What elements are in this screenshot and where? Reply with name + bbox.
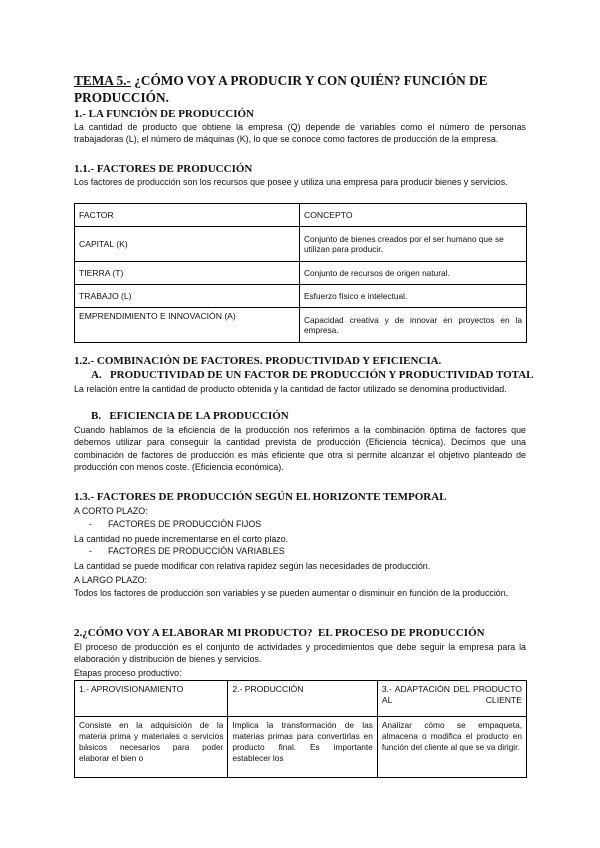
concept-cell (300, 285, 527, 308)
table-header-row (75, 204, 527, 227)
stage-cell-production (228, 717, 378, 778)
concept-text: Conjunto de recursos de origen natural. (304, 267, 450, 278)
stage-header-adaptation: 3.- ADAPTACIÓN DEL PRODUCTO AL CLIENTE (377, 681, 526, 717)
header-factor: FACTOR (75, 204, 300, 227)
concept-cell (300, 308, 527, 343)
page-title (74, 72, 534, 106)
section-1-paragraph: La cantidad de producto que obtiene la empresa (Q) depende de variables como el número de personas trabajadoras (L), el número de máquinas (K), lo que se conoce como factores de producción de la empresa. (74, 122, 526, 145)
subsection-a-paragraph: La relación entre la cantidad de producto obtenida y la cantidad de factor utilizado se denomina productividad. (74, 384, 507, 394)
stage-text-production: Implica la transformación de las materias primas para convertirlas en producto final. Es importante establecer los (232, 720, 373, 763)
long-term-label: A LARGO PLAZO: (74, 575, 147, 585)
short-term-label: A CORTO PLAZO: (74, 506, 148, 516)
section-2-paragraph: El proceso de producción es el conjunto de actividades y procedimientos que debe seguir la empresa para la elaboración y distribución de bienes y servicios. (74, 642, 526, 665)
stage-text-adaptation: Analizar cómo se empaqueta, almacena o modifica el producto en función del cliente al que se va dirigir. (381, 720, 522, 752)
cell-content (79, 720, 223, 768)
table-row (75, 227, 527, 262)
subsection-a-heading: A. PRODUCTIVIDAD DE UN FACTOR DE PRODUCCIÓN Y PRODUCTIVIDAD TOTAL (91, 369, 534, 381)
long-term-paragraph: Todos los factores de producción son variables y se pueden aumentar o disminuir en función de la producción. (74, 588, 509, 598)
concept-text: Esfuerzo físico e intelectual. (304, 290, 408, 301)
subsection-b-heading: B. EFICIENCIA DE LA PRODUCCIÓN (91, 410, 289, 422)
section-1-2-heading: 1.2.- COMBINACIÓN DE FACTORES. PRODUCTIVIDAD Y EFICIENCIA. (74, 355, 442, 367)
concept-cell (300, 262, 527, 285)
stage-text-supply: Consiste en la adquisición de la materia prima y materiales o servicios básicos necesarios para poder elaborar el bien o (79, 720, 224, 763)
header-concept: CONCEPTO (300, 204, 527, 227)
variable-factors-item: FACTORES DE PRODUCCIÓN VARIABLES (108, 546, 285, 556)
stages-header-row (75, 681, 527, 717)
table-row (75, 285, 527, 308)
title-prefix: TEMA 5.- (74, 73, 131, 88)
section-1-1-paragraph: Los factores de producción son los recursos que posee y utiliza una empresa para producir bienes y servicios. (74, 177, 508, 187)
stages-table (74, 680, 527, 778)
bullet-dash: - (89, 546, 92, 556)
cell-content (232, 720, 373, 768)
factor-cell: EMPRENDIMIENTO E INNOVACIÓN (A) (75, 308, 300, 343)
fixed-factors-item: FACTORES DE PRODUCCIÓN FIJOS (108, 519, 262, 529)
factor-cell: TIERRA (T) (75, 262, 300, 285)
concept-text: Conjunto de bienes creados por el ser humano que se utilizan para producir. (304, 233, 504, 254)
stage-header-supply: 1.- APROVISIONAMIENTO (75, 681, 228, 717)
stages-label: Etapas proceso productivo: (74, 668, 182, 678)
cell-content (382, 720, 522, 768)
stage-cell-supply (75, 717, 228, 778)
stages-body-row (75, 717, 527, 778)
section-2-heading: 2.¿CÓMO VOY A ELABORAR MI PRODUCTO? EL PROCESO DE PRODUCCIÓN (74, 627, 485, 639)
table-row (75, 308, 527, 343)
stage-header-production: 2.- PRODUCCIÓN (228, 681, 378, 717)
section-1-1-heading: 1.1.- FACTORES DE PRODUCCIÓN (74, 163, 253, 175)
table-row (75, 262, 527, 285)
section-1-3-heading: 1.3.- FACTORES DE PRODUCCIÓN SEGÚN EL HORIZONTE TEMPORAL (74, 491, 447, 503)
concept-text: Capacidad creativa y de innovar en proyectos en la empresa. (304, 314, 522, 335)
factor-cell: CAPITAL (K) (75, 227, 300, 262)
bullet-dash: - (89, 519, 92, 529)
title-text: ¿CÓMO VOY A PRODUCIR Y CON QUIÉN? FUNCIÓN DE PRODUCCIÓN. (74, 73, 488, 105)
variable-factors-text: La cantidad se puede modificar con relativa rapidez según las necesidades de producción. (74, 561, 431, 571)
factor-cell: TRABAJO (L) (75, 285, 300, 308)
factors-table (74, 203, 527, 343)
fixed-factors-text: La cantidad no puede incrementarse en el corto plazo. (74, 534, 289, 544)
stage-cell-adaptation (377, 717, 526, 778)
section-1-heading: 1.- LA FUNCIÓN DE PRODUCCIÓN (74, 108, 254, 120)
subsection-b-paragraph: Cuando hablamos de la eficiencia de la producción nos referimos a la combinación óptima de factores que debemos utilizar para conseguir la cantidad prevista de producción (Eficiencia técnica). Decimos que una combinación de factores de producción es más eficiente que otra si permite alcanzar el objetivo planteado de producción con menos coste. (Eficiencia económica). (74, 425, 526, 473)
concept-cell (300, 227, 527, 262)
